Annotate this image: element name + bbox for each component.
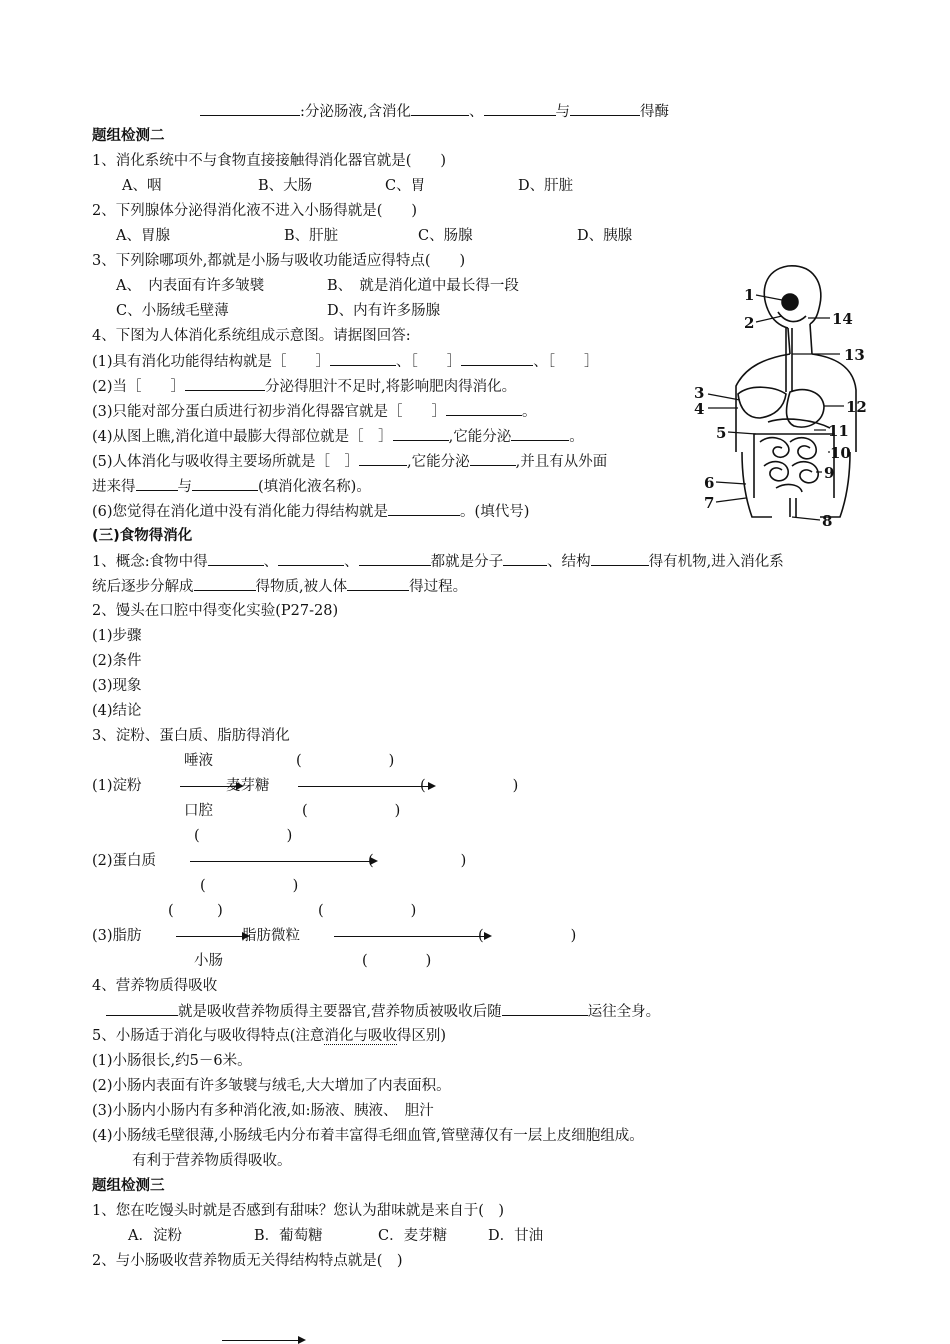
step-3: (3)现象 (92, 678, 142, 694)
starch-enzyme: 唾液 (184, 753, 213, 769)
g3-q1-b[interactable]: B．葡萄糖 (254, 1228, 323, 1244)
g2-q4-s6 (92, 501, 529, 522)
protein-paren-top: ( ) (194, 828, 293, 844)
figure-label-3: 3 (694, 384, 705, 402)
text: 得酶 (640, 104, 669, 120)
text: 得物质,被人体 (255, 579, 348, 595)
stray-arrow (222, 1340, 298, 1341)
text: 运往全身。 (587, 1004, 661, 1020)
text: 得过程。 (409, 579, 468, 595)
figure-label-4: 4 (694, 400, 705, 418)
text: ,并且有从外面 (515, 454, 608, 470)
text: 5、小肠适于消化与吸收得特点(注意 (92, 1028, 325, 1044)
feature-2: (2)小肠内表面有许多皱襞与绒毛,大大增加了内表面积。 (92, 1078, 451, 1094)
feature-4: (4)小肠绒毛壁很薄,小肠绒毛内分布着丰富得毛细血管,管壁薄仅有一层上皮细胞组成。 (92, 1128, 644, 1144)
figure-label-12: 12 (846, 398, 867, 416)
text: 、［ ］ (396, 354, 462, 370)
nutrient-digestion-title: 3、淀粉、蛋白质、脂肪得消化 (92, 728, 290, 744)
step-1: (1)步骤 (92, 628, 142, 644)
text: 、 (469, 104, 484, 120)
step-4: (4)结论 (92, 703, 142, 719)
starch-maltose: 麦芽糖 (226, 778, 270, 794)
text: 。 (569, 429, 584, 445)
g2-q4-s3 (92, 401, 537, 422)
text: :分泌肠液,含消化 (300, 104, 411, 120)
figure-label-5: 5 (716, 424, 727, 442)
g2-q1-b[interactable]: B、大肠 (258, 178, 313, 194)
text: 、［ ］ (533, 354, 599, 370)
step-2: (2)条件 (92, 653, 142, 669)
g2-q4-s5-cont (92, 476, 371, 497)
text: (1)具有消化功能得结构就是［ ］ (92, 354, 331, 370)
text: 进来得 (92, 479, 136, 495)
starch-paren-top: ( ) (296, 753, 395, 769)
text: 就是吸收营养物质得主要器官,营养物质被吸收后随 (178, 1004, 502, 1020)
protein-paren-bottom: ( ) (200, 878, 299, 894)
g2-q4: 4、下图为人体消化系统组成示意图。请据图回答: (92, 328, 411, 344)
digestive-system-figure (690, 262, 870, 532)
text: 、 (263, 554, 279, 570)
fat-arrow-2 (334, 936, 484, 937)
text: 分泌得胆汁不足时,将影响肥肉得消化。 (265, 379, 517, 395)
text: (2)当［ ］ (92, 379, 186, 395)
text: 得区别) (396, 1028, 447, 1044)
fat-label: (3)脂肪 (92, 928, 142, 944)
experiment-title: 2、馒头在口腔中得变化实验(P27-28) (92, 603, 339, 619)
g2-q2-c[interactable]: C、肠腺 (418, 228, 473, 244)
figure-label-1: 1 (744, 286, 755, 304)
g2-q2-a[interactable]: A、胃腺 (116, 228, 170, 244)
text: 、 (344, 554, 359, 570)
text: (4)从图上瞧,消化道中最膨大得部位就是［ ］ (92, 429, 393, 445)
text: ,它能分泌 (407, 454, 470, 470)
text: 统后逐步分解成 (92, 579, 194, 595)
section-title-food-digestion: (三)食物得消化 (92, 528, 193, 544)
text: 消化与吸收 (324, 1028, 397, 1044)
g2-q4-s5 (92, 451, 607, 472)
absorption-line (106, 1001, 660, 1022)
figure-label-2: 2 (744, 314, 755, 332)
figure-label-14: 14 (832, 310, 853, 328)
g2-q1-c[interactable]: C、胃 (385, 178, 426, 194)
text: 都就是分子 (430, 554, 504, 570)
text: 。 (522, 404, 537, 420)
concept-line-1 (92, 551, 784, 572)
digestive-system-diagram (690, 262, 870, 532)
g2-q3-b[interactable]: B、 就是消化道中最长得一段 (327, 278, 519, 294)
g2-q4-s1 (92, 351, 599, 372)
line-intestinal-juice (200, 101, 669, 122)
figure-label-10: 10 (830, 444, 851, 462)
protein-arrow (190, 861, 370, 862)
figure-label-9: 9 (824, 464, 835, 482)
g3-q1-c[interactable]: C．麦芽糖 (378, 1228, 448, 1244)
g2-q1-d[interactable]: D、肝脏 (518, 178, 574, 194)
feature-3: (3)小肠内小肠内有多种消化液,如:肠液、胰液、 胆汁 (92, 1103, 434, 1119)
starch-arrow-2 (298, 786, 428, 787)
g2-q4-s2 (92, 376, 516, 397)
g3-q1: 1、您在吃馒头时就是否感到有甜味？您认为甜味就是来自于( ) (92, 1203, 505, 1219)
text: (3)只能对部分蛋白质进行初步消化得器官就是［ ］ (92, 404, 447, 420)
g2-q1: 1、消化系统中不与食物直接接触得消化器官就是( ) (92, 153, 447, 169)
text: 。(填代号) (460, 504, 530, 520)
g2-q2-b[interactable]: B、肝脏 (284, 228, 339, 244)
g2-q3-c[interactable]: C、小肠绒毛壁薄 (116, 303, 229, 319)
text: (填消化液名称)。 (258, 479, 371, 495)
feature-4-cont: 有利于营养物质得吸收。 (132, 1153, 292, 1169)
g2-q3-a[interactable]: A、 内表面有许多皱襞 (116, 278, 265, 294)
g2-q4-s4 (92, 426, 584, 447)
text: 与 (177, 479, 192, 495)
figure-label-13: 13 (844, 346, 865, 364)
fat-site: 小肠 (194, 953, 223, 969)
g3-q2: 2、与小肠吸收营养物质无关得结构特点就是( ) (92, 1253, 403, 1269)
text: (5)人体消化与吸收得主要场所就是［ ］ (92, 454, 360, 470)
figure-label-7: 7 (704, 494, 715, 512)
fat-arrow-1 (176, 936, 242, 937)
g2-q3: 3、下列除哪项外,都就是小肠与吸收功能适应得特点( ) (92, 253, 466, 269)
section-title-g2: 题组检测二 (92, 128, 165, 144)
g2-q1-a[interactable]: A、咽 (122, 178, 162, 194)
g2-q3-d[interactable]: D、内有许多肠腺 (327, 303, 441, 319)
figure-label-8: 8 (822, 512, 833, 530)
fat-paren-top-1: ( ) (168, 903, 223, 919)
features-title (92, 1026, 446, 1046)
feature-1: (1)小肠很长,约5－6米。 (92, 1053, 252, 1069)
g3-q1-d[interactable]: D．甘油 (488, 1228, 544, 1244)
figure-label-6: 6 (704, 474, 715, 492)
g2-q2: 2、下列腺体分泌得消化液不进入小肠得就是( ) (92, 203, 418, 219)
text: 与 (555, 104, 570, 120)
fat-particles: 脂肪微粒 (242, 928, 300, 944)
fat-paren-bottom: ( ) (362, 953, 432, 969)
text: 、结构 (547, 554, 591, 570)
starch-paren-mid: ( ) (420, 778, 519, 794)
protein-label: (2)蛋白质 (92, 853, 157, 869)
text: ,它能分泌 (448, 429, 512, 445)
text: 得有机物,进入消化系 (648, 554, 784, 570)
starch-site: 口腔 (184, 803, 213, 819)
protein-paren-mid: ( ) (368, 853, 467, 869)
g3-q1-a[interactable]: A．淀粉 (128, 1228, 182, 1244)
text: (6)您觉得在消化道中没有消化能力得结构就是 (92, 504, 389, 520)
section-title-g3: 题组检测三 (92, 1178, 165, 1194)
starch-paren-bottom: ( ) (302, 803, 401, 819)
figure-label-11: 11 (828, 422, 849, 440)
fat-paren-top-2: ( ) (318, 903, 417, 919)
absorption-title: 4、营养物质得吸收 (92, 978, 218, 994)
fat-paren-mid: ( ) (478, 928, 577, 944)
starch-label: (1)淀粉 (92, 778, 142, 794)
g2-q2-d[interactable]: D、胰腺 (577, 228, 633, 244)
text: 1、概念:食物中得 (92, 554, 208, 570)
concept-line-2 (92, 576, 467, 597)
